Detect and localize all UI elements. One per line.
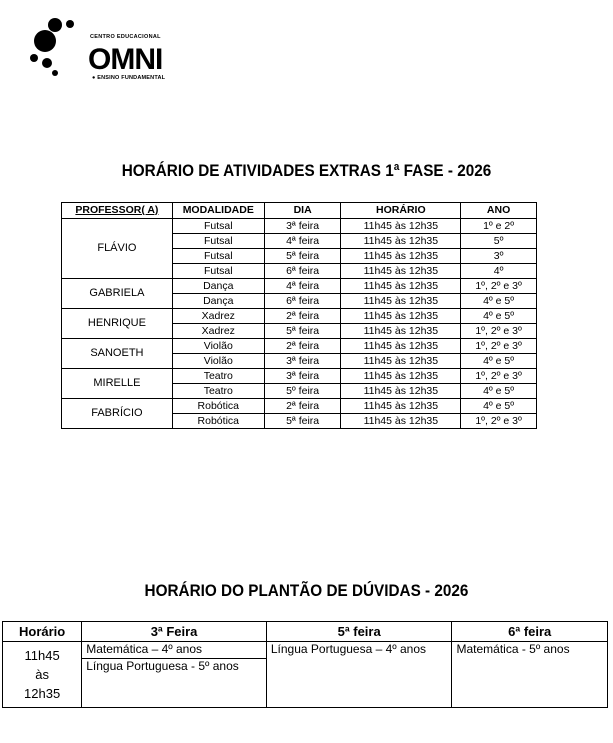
horario-cell: 11h45 às 12h35 <box>341 354 461 369</box>
plantao-quinta-1: Língua Portuguesa – 4º anos <box>266 642 452 708</box>
logo-dot-small-2 <box>30 54 38 62</box>
horario-cell: 11h45 às 12h35 <box>341 294 461 309</box>
modalidade-cell: Robótica <box>172 414 264 429</box>
dia-cell: 2ª feira <box>264 339 341 354</box>
modalidade-cell: Xadrez <box>172 309 264 324</box>
ano-cell: 1º, 2º e 3º <box>461 339 537 354</box>
header-ano: ANO <box>461 203 537 219</box>
table-row <box>62 279 537 294</box>
horario-cell: 11h45 às 12h35 <box>341 309 461 324</box>
horario-cell: 11h45 às 12h35 <box>341 219 461 234</box>
dia-cell: 5ª feira <box>264 249 341 264</box>
professor-cell: HENRIQUE <box>62 309 173 339</box>
ano-cell: 1º, 2º e 3º <box>461 324 537 339</box>
ano-cell: 1º, 2º e 3º <box>461 414 537 429</box>
ano-cell: 4º e 5º <box>461 294 537 309</box>
modalidade-cell: Dança <box>172 279 264 294</box>
table-row <box>62 399 537 414</box>
horario-cell: 11h45 às 12h35 <box>341 369 461 384</box>
horario-cell: 11h45 às 12h35 <box>341 249 461 264</box>
logo-dot-medium <box>48 18 62 32</box>
logo-dot-small <box>66 20 74 28</box>
plantao-horario-cell <box>3 642 82 708</box>
dia-cell: 6ª feira <box>264 294 341 309</box>
modalidade-cell: Robótica <box>172 399 264 414</box>
ano-cell: 4º e 5º <box>461 384 537 399</box>
atividades-title: HORÁRIO DE ATIVIDADES EXTRAS 1ª FASE - 2026 <box>121 161 492 180</box>
plantao-header-terca: 3ª Feira <box>82 622 267 642</box>
professor-cell: MIRELLE <box>62 369 173 399</box>
plantao-terca-2: Língua Portuguesa - 5º anos <box>82 659 267 708</box>
modalidade-cell: Futsal <box>172 264 264 279</box>
table-row <box>62 309 537 324</box>
horario-cell: 11h45 às 12h35 <box>341 264 461 279</box>
header-horario: HORÁRIO <box>341 203 461 219</box>
horario-cell: 11h45 às 12h35 <box>341 234 461 249</box>
table-row <box>62 219 537 234</box>
dia-cell: 5ª feira <box>264 414 341 429</box>
horario-cell: 11h45 às 12h35 <box>341 279 461 294</box>
modalidade-cell: Violão <box>172 354 264 369</box>
modalidade-cell: Teatro <box>172 369 264 384</box>
horario-cell: 11h45 às 12h35 <box>341 399 461 414</box>
modalidade-cell: Futsal <box>172 249 264 264</box>
ano-cell: 4º <box>461 264 537 279</box>
ano-cell: 1º e 2º <box>461 219 537 234</box>
ano-cell: 5º <box>461 234 537 249</box>
horario-cell: 11h45 às 12h35 <box>341 414 461 429</box>
ano-cell: 3º <box>461 249 537 264</box>
dia-cell: 2ª feira <box>264 399 341 414</box>
table-row <box>62 369 537 384</box>
modalidade-cell: Futsal <box>172 219 264 234</box>
dia-cell: 4ª feira <box>264 279 341 294</box>
atividades-table <box>61 202 537 429</box>
ano-cell: 4º e 5º <box>461 309 537 324</box>
plantao-title: HORÁRIO DO PLANTÃO DE DÚVIDAS - 2026 <box>144 581 469 600</box>
plantao-header-quinta: 5ª feira <box>266 622 452 642</box>
plantao-terca-1: Matemática – 4º anos <box>82 642 267 659</box>
atividades-header-row <box>62 203 537 219</box>
dia-cell: 4ª feira <box>264 234 341 249</box>
modalidade-cell: Teatro <box>172 384 264 399</box>
modalidade-cell: Xadrez <box>172 324 264 339</box>
professor-cell: GABRIELA <box>62 279 173 309</box>
logo-bottom-text: ● ENSINO FUNDAMENTAL <box>92 75 166 81</box>
table-row <box>62 339 537 354</box>
logo-top-text: CENTRO EDUCACIONAL <box>90 34 161 40</box>
omni-logo <box>30 18 166 81</box>
plantao-table <box>2 621 608 708</box>
dia-cell: 2ª feira <box>264 309 341 324</box>
ano-cell: 4º e 5º <box>461 399 537 414</box>
header-modalidade: MODALIDADE <box>172 203 264 219</box>
horario-start: 11h45 <box>24 648 60 663</box>
dia-cell: 5ª feira <box>264 324 341 339</box>
plantao-header-sexta: 6ª feira <box>452 622 608 642</box>
horario-cell: 11h45 às 12h35 <box>341 324 461 339</box>
dia-cell: 3ª feira <box>264 354 341 369</box>
professor-cell: FLÁVIO <box>62 219 173 279</box>
logo-dot-tiny <box>52 70 58 76</box>
plantao-header-horario: Horário <box>3 622 82 642</box>
logo-dot-large <box>34 30 56 52</box>
professor-cell: SANOETH <box>62 339 173 369</box>
dia-cell: 5º feira <box>264 384 341 399</box>
dia-cell: 6ª feira <box>264 264 341 279</box>
dia-cell: 3ª feira <box>264 369 341 384</box>
plantao-sexta-1: Matemática - 5º anos <box>452 642 608 708</box>
logo-word: OMNI <box>88 43 163 76</box>
ano-cell: 4º e 5º <box>461 354 537 369</box>
horario-as: às <box>35 667 49 682</box>
horario-end: 12h35 <box>24 686 61 701</box>
ano-cell: 1º, 2º e 3º <box>461 369 537 384</box>
plantao-header-row <box>3 622 608 642</box>
modalidade-cell: Futsal <box>172 234 264 249</box>
horario-cell: 11h45 às 12h35 <box>341 384 461 399</box>
modalidade-cell: Violão <box>172 339 264 354</box>
header-dia: DIA <box>264 203 341 219</box>
logo-dot-small-3 <box>42 58 52 68</box>
dia-cell: 3ª feira <box>264 219 341 234</box>
horario-cell: 11h45 às 12h35 <box>341 339 461 354</box>
header-professor: PROFESSOR( A) <box>62 203 173 219</box>
professor-cell: FABRÍCIO <box>62 399 173 429</box>
modalidade-cell: Dança <box>172 294 264 309</box>
plantao-row-1 <box>3 642 608 659</box>
ano-cell: 1º, 2º e 3º <box>461 279 537 294</box>
